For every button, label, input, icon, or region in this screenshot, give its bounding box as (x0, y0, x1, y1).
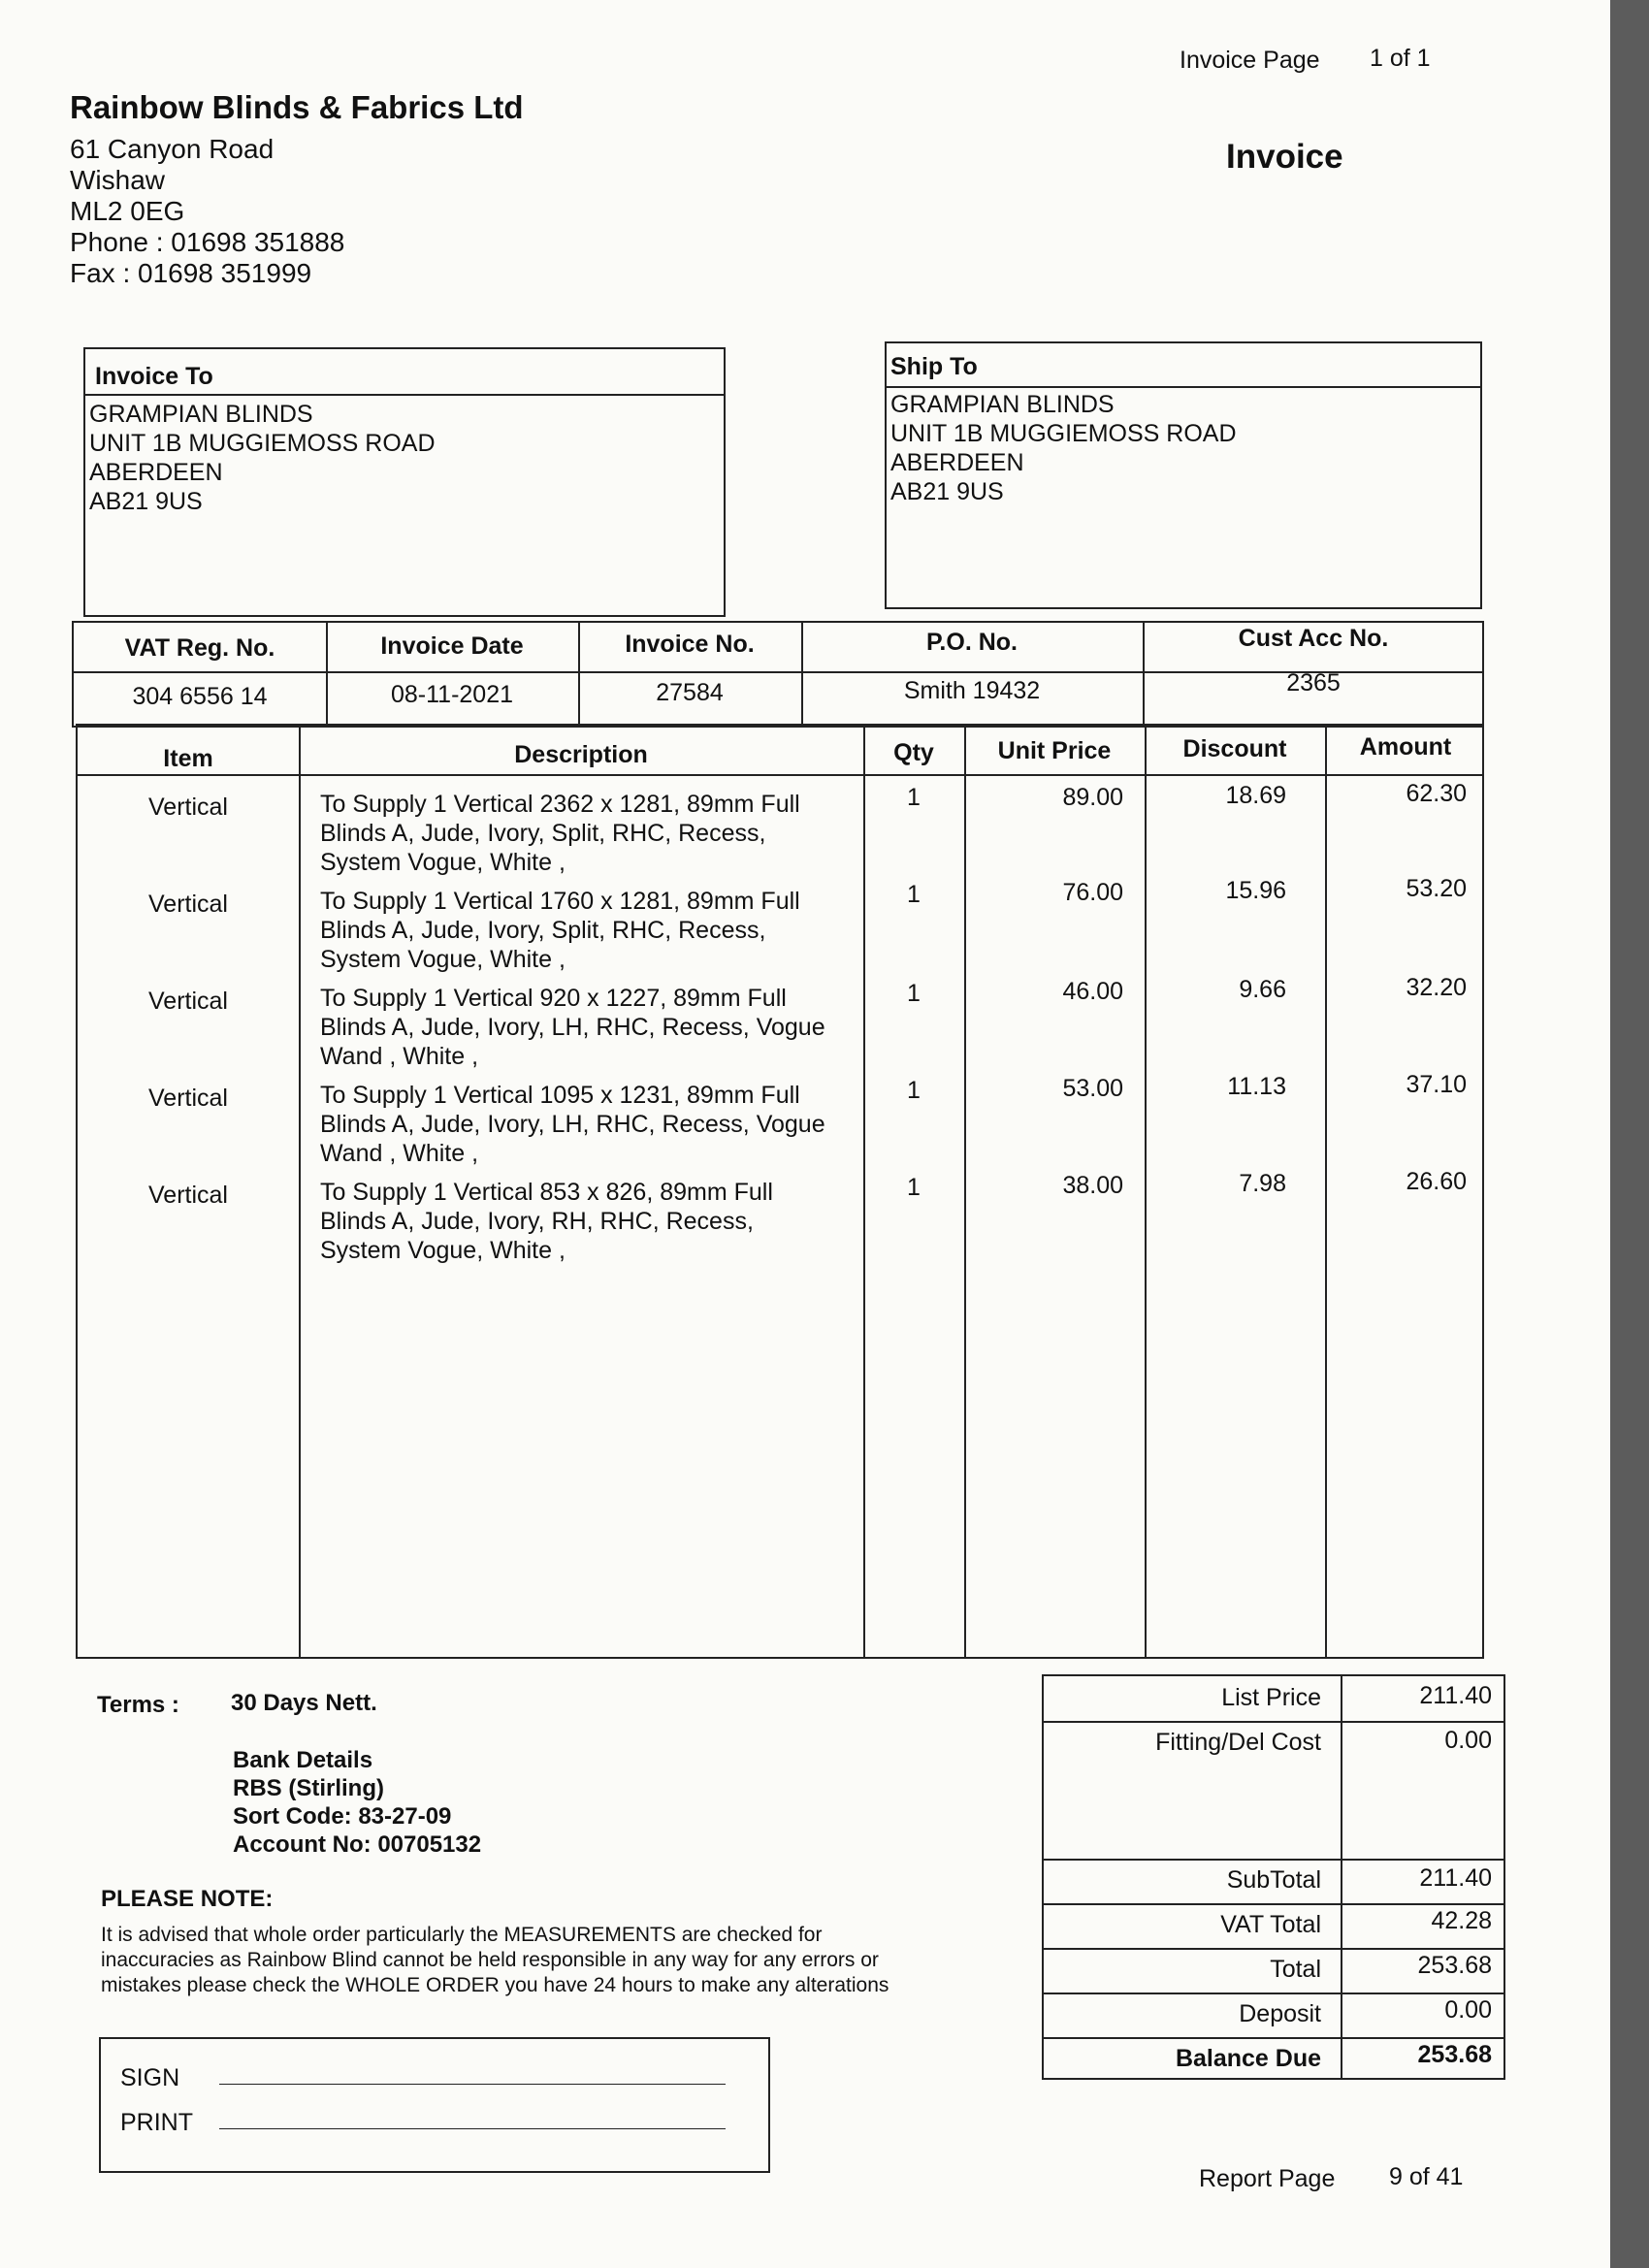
line-item-description: To Supply 1 Vertical 2362 x 1281, 89mm Full Blinds A, Jude, Ivory, Split, RHC, Recess, System Vogue, White , (320, 791, 800, 876)
divider (1044, 1903, 1504, 1905)
vat-total-label: VAT Total (1220, 1911, 1321, 1938)
address-line: Wishaw (70, 165, 166, 195)
address-line: GRAMPIAN BLINDS (890, 391, 1115, 418)
column-header-unit-price: Unit Price (997, 737, 1112, 764)
line-item-qty: 1 (907, 980, 921, 1007)
column-header-description: Description (514, 741, 648, 768)
account-number: Account No: 00705132 (233, 1831, 482, 1858)
column-header-item: Item (163, 745, 213, 772)
total-value: 253.68 (1417, 1952, 1492, 1979)
report-page-value: 9 of 41 (1389, 2163, 1464, 2190)
report-page-label: Report Page (1199, 2165, 1336, 2192)
address-line: ABERDEEN (890, 449, 1024, 476)
column-header-amount: Amount (1359, 733, 1452, 761)
meta-header-po: P.O. No. (925, 629, 1018, 656)
column-header-discount: Discount (1182, 735, 1287, 762)
line-item-unit-price: 76.00 (1062, 879, 1123, 906)
note-title: PLEASE NOTE: (101, 1886, 274, 1912)
invoice-to-address (89, 400, 436, 516)
line-item-discount: 7.98 (1239, 1170, 1286, 1197)
total-label: Total (1270, 1956, 1321, 1983)
ship-to-box (885, 341, 1482, 609)
line-item-qty: 1 (907, 1174, 921, 1201)
phone-line: Phone : 01698 351888 (70, 227, 345, 257)
address-line: ABERDEEN (89, 459, 223, 486)
line-item-amount: 26.60 (1406, 1168, 1467, 1195)
print-line[interactable] (219, 2128, 726, 2129)
line-item-qty: 1 (907, 881, 921, 908)
line-item-amount: 62.30 (1406, 780, 1467, 807)
bank-name: RBS (Stirling) (233, 1775, 384, 1801)
column-header-qty: Qty (893, 739, 934, 766)
line-item-discount: 9.66 (1239, 976, 1286, 1003)
invoice-page-label: Invoice Page (1180, 47, 1320, 74)
divider (887, 386, 1480, 388)
note-body (101, 1923, 889, 1998)
divider (85, 394, 724, 396)
divider (1044, 1948, 1504, 1950)
line-item-description: To Supply 1 Vertical 1760 x 1281, 89mm Full Blinds A, Jude, Ivory, Split, RHC, Recess, System Vogue, White , (320, 888, 800, 973)
subtotal-label: SubTotal (1226, 1866, 1321, 1894)
signature-box (99, 2037, 770, 2173)
divider (1044, 1721, 1504, 1723)
company-address (70, 134, 344, 289)
invoice-date-value: 08-11-2021 (390, 681, 514, 708)
deposit-value: 0.00 (1444, 1996, 1492, 2024)
list-price-label: List Price (1221, 1684, 1321, 1711)
address-line: UNIT 1B MUGGIEMOSS ROAD (890, 420, 1237, 447)
ship-to-label: Ship To (890, 353, 978, 380)
line-item-unit-price: 89.00 (1062, 784, 1123, 811)
subtotal-value: 211.40 (1419, 1864, 1492, 1892)
meta-header-number: Invoice No. (625, 631, 755, 658)
invoice-meta-table (72, 621, 1484, 728)
items-table (76, 724, 1484, 1659)
line-item-unit-price: 53.00 (1062, 1075, 1123, 1102)
address-line: ML2 0EG (70, 196, 185, 226)
line-item-type: Vertical (148, 1085, 228, 1112)
line-item-description: To Supply 1 Vertical 920 x 1227, 89mm Full Blinds A, Jude, Ivory, LH, RHC, Recess, Vogue Wand , White , (320, 985, 825, 1070)
note-line: inaccuracies as Rainbow Blind cannot be held responsible in any way for any errors or (101, 1949, 879, 1971)
bank-details-title: Bank Details (233, 1747, 373, 1773)
totals-box (1042, 1674, 1505, 2080)
po-number-value: Smith 19432 (903, 677, 1041, 704)
line-item-description: To Supply 1 Vertical 1095 x 1231, 89mm Full Blinds A, Jude, Ivory, LH, RHC, Recess, Vogue Wand , White , (320, 1082, 825, 1167)
sort-code: Sort Code: 83-27-09 (233, 1803, 452, 1830)
vat-reg-value: 304 6556 14 (132, 683, 268, 710)
divider (78, 774, 1482, 776)
line-item-unit-price: 46.00 (1062, 978, 1123, 1005)
line-item-type: Vertical (148, 794, 228, 821)
ship-to-address (890, 390, 1237, 506)
line-item-type: Vertical (148, 891, 228, 918)
fax-line: Fax : 01698 351999 (70, 258, 312, 288)
line-item-unit-price: 38.00 (1062, 1172, 1123, 1199)
sign-line[interactable] (219, 2084, 726, 2085)
invoice-to-label: Invoice To (95, 363, 213, 390)
line-item-amount: 32.20 (1406, 974, 1467, 1001)
line-item-type: Vertical (148, 1182, 228, 1209)
line-item-discount: 15.96 (1225, 877, 1286, 904)
address-line: 61 Canyon Road (70, 134, 275, 164)
balance-due-value: 253.68 (1417, 2041, 1492, 2068)
document-title: Invoice (1226, 138, 1343, 176)
divider (1044, 2037, 1504, 2039)
divider (1044, 1993, 1504, 1994)
line-item-type: Vertical (148, 988, 228, 1015)
address-line: AB21 9US (890, 478, 1004, 505)
cust-acc-value: 2365 (1286, 669, 1341, 697)
meta-header-date: Invoice Date (380, 632, 524, 660)
deposit-label: Deposit (1239, 2000, 1321, 2027)
line-item-discount: 18.69 (1225, 782, 1286, 809)
address-line: AB21 9US (89, 488, 203, 515)
note-line: It is advised that whole order particularly the MEASUREMENTS are checked for (101, 1924, 823, 1946)
line-item-amount: 53.20 (1406, 875, 1467, 902)
note-line: mistakes please check the WHOLE ORDER you have 24 hours to make any alterations (101, 1974, 889, 1996)
line-item-description: To Supply 1 Vertical 853 x 826, 89mm Full Blinds A, Jude, Ivory, RH, RHC, Recess, System Vogue, White , (320, 1179, 773, 1264)
line-item-discount: 11.13 (1227, 1073, 1286, 1100)
vat-total-value: 42.28 (1431, 1907, 1492, 1934)
fitting-cost-value: 0.00 (1444, 1727, 1492, 1754)
line-item-amount: 37.10 (1406, 1071, 1467, 1098)
terms-value: 30 Days Nett. (231, 1690, 377, 1716)
meta-header-account: Cust Acc No. (1238, 625, 1389, 652)
sign-label: SIGN (120, 2064, 180, 2091)
line-item-qty: 1 (907, 1077, 921, 1104)
divider (299, 726, 301, 1657)
line-item-qty: 1 (907, 784, 921, 811)
address-line: UNIT 1B MUGGIEMOSS ROAD (89, 430, 436, 457)
meta-header-vat: VAT Reg. No. (124, 634, 275, 662)
balance-due-label: Balance Due (1175, 2045, 1321, 2072)
invoice-to-box (83, 347, 726, 617)
company-name: Rainbow Blinds & Fabrics Ltd (70, 89, 524, 125)
print-label: PRINT (120, 2109, 193, 2136)
invoice-page-value: 1 of 1 (1370, 45, 1431, 72)
address-line: GRAMPIAN BLINDS (89, 401, 313, 428)
divider (1044, 1859, 1504, 1861)
terms-label: Terms : (97, 1692, 179, 1718)
list-price-value: 211.40 (1419, 1682, 1492, 1709)
invoice-number-value: 27584 (656, 679, 724, 706)
bank-details (233, 1746, 481, 1859)
fitting-cost-label: Fitting/Del Cost (1155, 1729, 1321, 1756)
